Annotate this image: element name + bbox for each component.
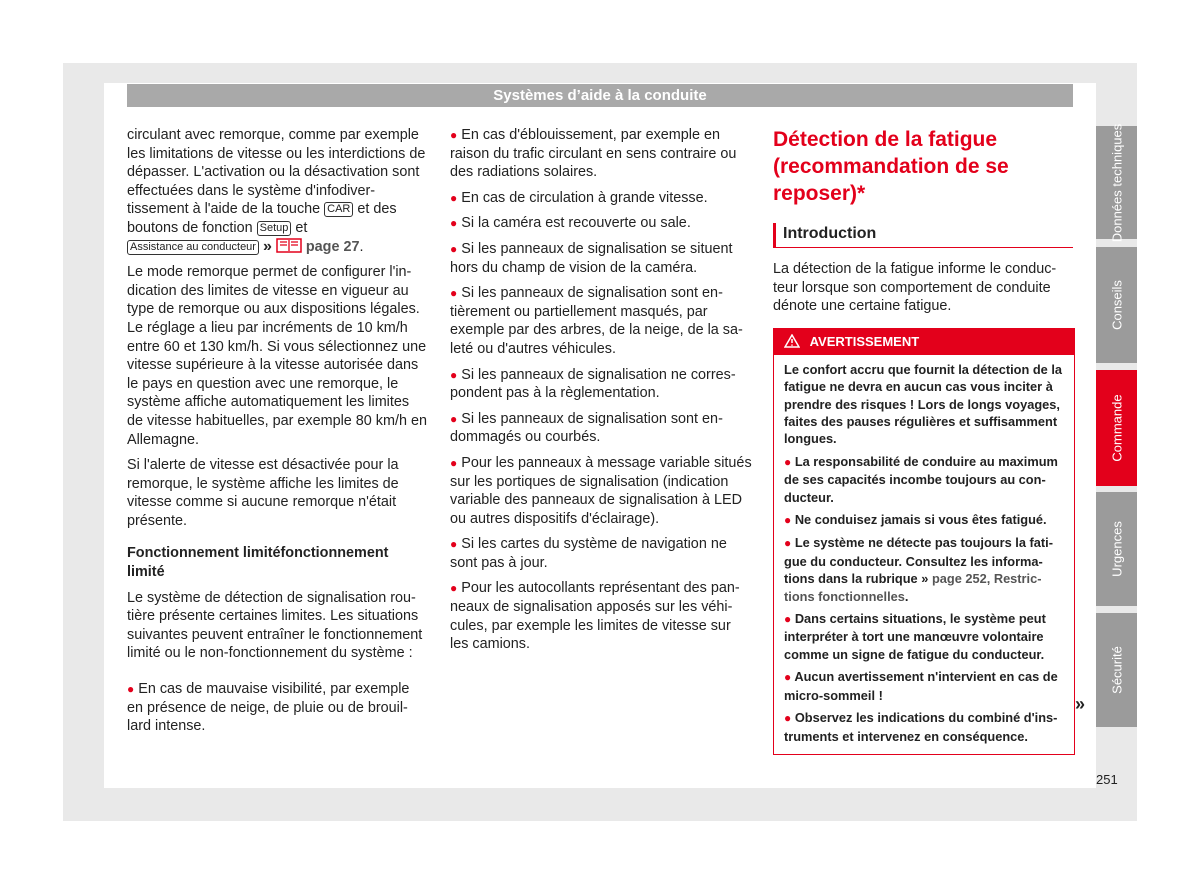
book-reference-icon — [276, 238, 302, 253]
bullet-icon: ● — [450, 455, 458, 470]
list-item: ● En cas d'éblouissement, par exemple en raison du trafic circulant en sens contraire ou des radiations solaires. — [450, 127, 737, 181]
list-item: ● En cas de mauvaise visibilité, par exemple en présence de neige, de pluie ou de brouillard intense. — [127, 681, 410, 735]
paragraph-trailer-mode: Le mode remorque permet de configurer l'indication des limites de vitesse en vigueur au type de remorque ou aux dispositions légales. Le réglage a lieu par incréments de 10 km/h entre 60 et 130 km/h. Si vous sélectionnez une vitesse supérieure à la vitesse autorisée dans le pays en question avec une remorque, le système affiche automatiquement les limites de vitesse habituelles, par exemple 80 km/h en Allemagne. — [127, 264, 427, 448]
tab-securite[interactable]: Sécurité — [1096, 613, 1137, 727]
warning-body — [774, 355, 1074, 754]
list-item: ● Pour les panneaux à message variable situés sur les portiques de signalisation (indication variable des panneaux de signalisation à LED ou autres dispositifs d'éclairage). — [450, 454, 752, 527]
list-item: ● Si la caméra est recouverte ou sale. — [450, 215, 691, 232]
bullet-icon: ● — [450, 190, 458, 205]
paragraph-speed-alert: Si l'alerte de vitesse est désactivée pour la remorque, le système affiche les limites de vitesse comme si aucune remorque n'était présente. — [127, 457, 399, 529]
intro-paragraph: La détection de la fatigue informe le conducteur lorsque son comportement de conduite dénote une certaine fatigue. — [773, 261, 1057, 315]
car-key: CAR — [324, 202, 353, 217]
paragraph-limits: Le système de détection de signalisation routière présente certaines limites. Les situations suivantes peuvent entraîner le fonctionnement limité ou le non-fonctionnement du système : — [127, 589, 423, 662]
page-252-link[interactable]: page 252, Restrictions fonctionnelles — [784, 571, 1042, 604]
reference-arrow-icon: » — [921, 571, 929, 587]
warning-header: AVERTISSEMENT — [774, 329, 1074, 355]
bullet-icon: ● — [450, 537, 458, 552]
list-item: ● Si les panneaux de signalisation ne correspondent pas à la règlementation. — [450, 366, 736, 402]
list-item: ● Si les panneaux de signalisation sont entièrement ou partiellement masqués, par exemple par des arbres, de la neige, de la saleté ou d'autres véhicules. — [450, 285, 743, 357]
assistance-key: Assistance au conducteur — [127, 240, 259, 255]
bullet-icon: ● — [450, 411, 458, 426]
page-header: Systèmes d’aide à la conduite — [127, 84, 1073, 107]
list-item: ● Observez les indications du combiné d'instruments et intervenez en conséquence. — [784, 710, 1058, 744]
bullet-icon: ● — [127, 682, 135, 697]
tab-urgences[interactable]: Urgences — [1096, 492, 1137, 606]
list-item: ● Si les cartes du système de navigation ne sont pas à jour. — [450, 536, 727, 571]
bullet-icon: ● — [784, 536, 792, 551]
list-item: ● Ne conduisez jamais si vous êtes fatigué. — [784, 512, 1047, 528]
tab-conseils[interactable]: Conseils — [1096, 247, 1137, 363]
list-item: ● La responsabilité de conduire au maximum de ses capacités incombe toujours au conducteur. — [784, 453, 1058, 505]
list-item: ● Pour les autocollants représentant des panneaux de signalisation apposés sur les véhicules, par exemple les limites de vitesse sur les camions. — [450, 580, 740, 653]
bullet-icon: ● — [784, 612, 792, 627]
list-item: ● Aucun avertissement n'intervient en cas de micro-sommeil ! — [784, 669, 1058, 703]
list-item: ● Si les panneaux de signalisation sont endommagés ou courbés. — [450, 410, 723, 446]
continue-marker: » — [1075, 694, 1086, 714]
list-item: ● Le système ne détecte pas toujours la fatigue du conducteur. Consultez les informations dans la rubrique » page 252, Restrictions fonctionnelles. — [784, 535, 1053, 604]
setup-key: Setup — [257, 221, 292, 236]
bullet-icon: ● — [450, 216, 458, 231]
list-item: ● Si les panneaux de signalisation se situent hors du champ de vision de la caméra. — [450, 240, 733, 276]
subheading-limited-function: Fonctionnement limitéfonctionnement limité — [127, 545, 389, 581]
bullet-icon: ● — [784, 670, 792, 685]
list-item: ● En cas de circulation à grande vitesse. — [450, 189, 708, 206]
bullet-icon: ● — [784, 711, 792, 726]
bullet-icon: ● — [450, 581, 458, 596]
column-left — [127, 126, 427, 743]
section-title: Détection de la fatigue (recommandation de se reposer)* — [773, 128, 1009, 205]
reference-arrow-icon: » — [262, 237, 272, 255]
page-27-link[interactable]: page 27 — [305, 238, 360, 255]
paragraph-activation: circulant avec remorque, comme par exemple les limitations de vitesse ou les interdictions de dépasser. L'activation ou la désactivation sont effectuées dans le système d'infodivertissement à l'aide de la touche CAR et des boutons de fonction Setup et Assistance au conducteur » page 27. — [127, 127, 426, 255]
warning-box — [773, 328, 1075, 755]
list-item: ● Dans certains situations, le système peut interpréter à tort une manœuvre volontaire comme un signe de fatigue du conducteur. — [784, 611, 1046, 662]
tab-commande[interactable]: Commande — [1096, 370, 1137, 486]
page-number: 251 — [1096, 772, 1118, 787]
bullet-icon: ● — [784, 513, 792, 528]
intro-heading: Introduction — [773, 223, 1073, 248]
bullet-icon: ● — [450, 128, 458, 142]
column-middle — [450, 126, 752, 661]
column-right — [773, 126, 1073, 755]
bullet-icon: ● — [450, 367, 458, 382]
tab-donnees-techniques[interactable]: Données techniques — [1096, 126, 1137, 239]
bullet-icon: ● — [784, 454, 792, 469]
bullet-icon: ● — [450, 286, 458, 301]
warning-intro: Le confort accru que fournit la détection de la fatigue ne devra en aucun cas vous inciter à prendre des risques ! Lors de longs voyages, faites des pauses régulières et suffisamment longues. — [784, 361, 1063, 447]
bullet-icon: ● — [450, 241, 458, 256]
warning-triangle-icon — [784, 334, 800, 348]
